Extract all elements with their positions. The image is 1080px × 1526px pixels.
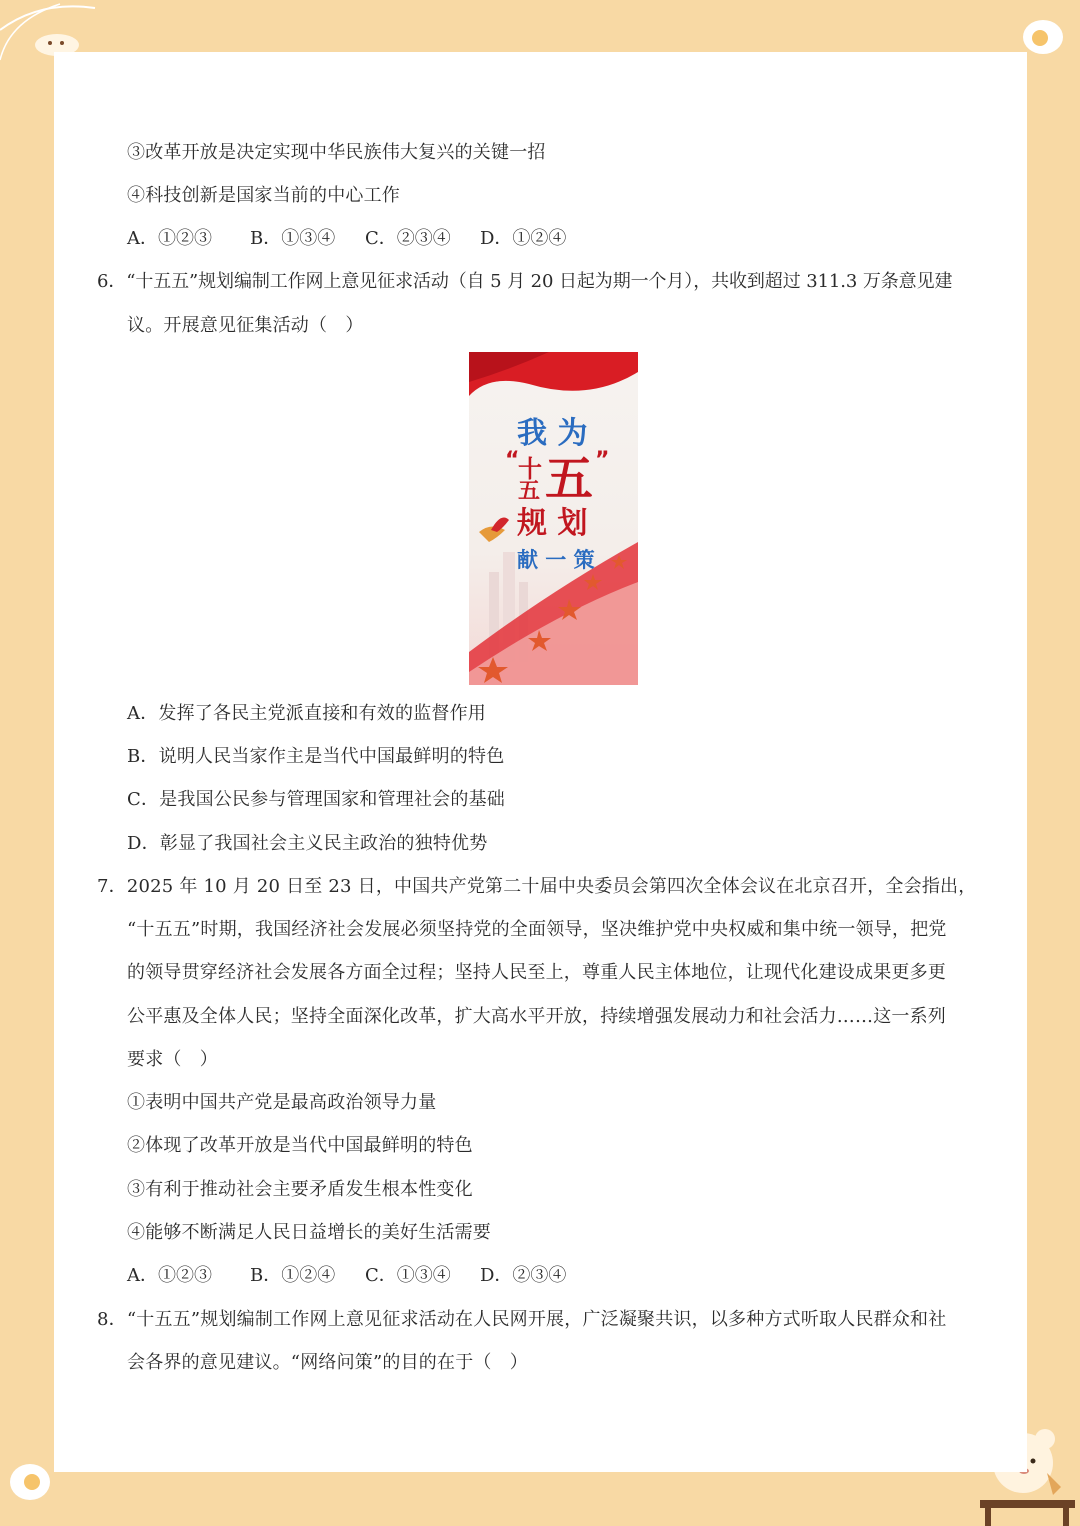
q7-option-b: B．①②④ — [250, 1265, 336, 1286]
q6-option-d: D．彰显了我国社会主义民主政治的独特优势 — [127, 833, 488, 854]
q7-option-d: D．②③④ — [480, 1265, 567, 1286]
q5-statement-3: ③改革开放是决定实现中华民族伟大复兴的关键一招 — [127, 142, 546, 163]
q5-options — [127, 228, 566, 250]
q7-stem-line-4: 公平惠及全体人民；坚持全面深化改革，扩大高水平开放，持续增强发展动力和社会活力……这一系列 — [127, 1006, 946, 1027]
q6-stem-line-2: 议。开展意见征集活动（ ） — [127, 315, 364, 336]
q8-stem-line-2: 会各界的意见建议。“网络问策”的目的在于（ ） — [127, 1352, 529, 1373]
q7-statement-1: ①表明中国共产党是最高政治领导力量 — [127, 1092, 437, 1113]
poster-char-wu-small: 五 — [518, 479, 541, 504]
poster-image — [469, 352, 638, 685]
q6-option-a: A．发挥了各民主党派直接和有效的监督作用 — [127, 703, 486, 724]
q7-option-a: A．①②③ — [127, 1265, 212, 1286]
poster-line-wo-wei: 我 为 — [517, 416, 588, 451]
q5-option-a: A．①②③ — [127, 228, 212, 249]
poster-line-guihua: 规 划 — [517, 506, 588, 541]
q7-stem-line-2: “十五五”时期，我国经济社会发展必须坚持党的全面领导，坚决维护党中央权威和集中统一领导，把党 — [127, 919, 947, 940]
q7-options — [127, 1265, 566, 1287]
poster-quote-close: ” — [595, 448, 610, 473]
q7-stem-line-5: 要求（ ） — [127, 1049, 218, 1070]
q6-stem-line-1: 6．“十五五”规划编制工作网上意见征求活动（自 5 月 20 日起为期一个月），共收到超过 311.3 万条意见建 — [97, 271, 953, 292]
q7-stem-line-3: 的领导贯穿经济社会发展各方面全过程；坚持人民至上，尊重人民主体地位，让现代化建设成果更多更 — [127, 962, 946, 983]
fried-egg-icon — [6, 1456, 56, 1506]
q5-statement-4: ④科技创新是国家当前的中心工作 — [127, 185, 400, 206]
q7-statement-2: ②体现了改革开放是当代中国最鲜明的特色 — [127, 1135, 473, 1156]
q6-option-b: B．说明人民当家作主是当代中国最鲜明的特色 — [127, 746, 505, 767]
poster-line-xianyice: 献 一 策 — [517, 548, 595, 572]
q5-option-b: B．①③④ — [250, 228, 336, 249]
fried-egg-icon — [1020, 14, 1070, 59]
poster-char-wu-big: 五 — [545, 451, 594, 507]
q8-stem-line-1: 8．“十五五”规划编制工作网上意见征求活动在人民网开展，广泛凝聚共识，以多种方式听取人民群众和社 — [97, 1309, 947, 1330]
q7-statement-3: ③有利于推动社会主要矛盾发生根本性变化 — [127, 1179, 473, 1200]
q7-stem-line-1: 7．2025 年 10 月 20 日至 23 日，中国共产党第二十届中央委员会第四次全体会议在北京召开，全会指出， — [97, 876, 977, 897]
q5-option-c: C．②③④ — [365, 228, 451, 249]
q5-option-d: D．①②④ — [480, 228, 567, 249]
q6-option-c: C．是我国公民参与管理国家和管理社会的基础 — [127, 789, 505, 810]
q7-statement-4: ④能够不断满足人民日益增长的美好生活需要 — [127, 1222, 491, 1243]
q7-option-c: C．①③④ — [365, 1265, 451, 1286]
poster-char-shi: 十 — [518, 455, 542, 483]
poster-quote-open: “ — [505, 448, 520, 473]
